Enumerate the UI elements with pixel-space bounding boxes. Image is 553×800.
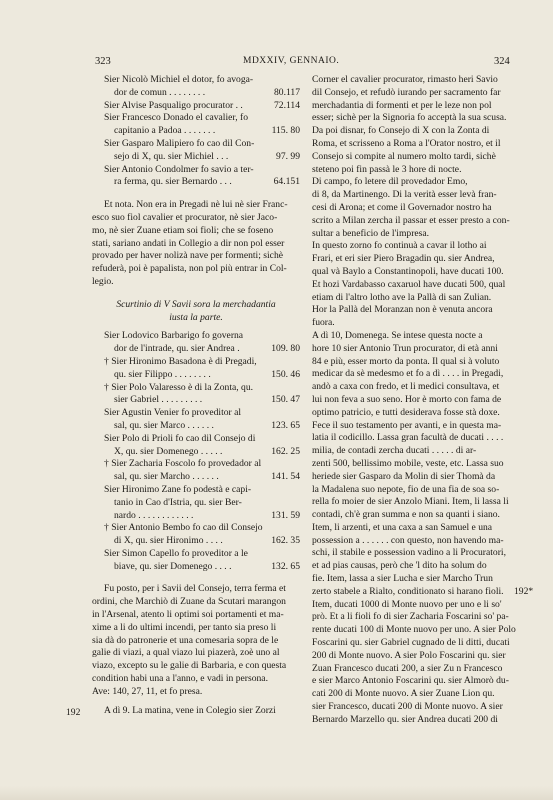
text-line: di 8, da Martinengo. Di la verità esser levà fran- xyxy=(312,189,497,201)
vote-count: 80.117 xyxy=(273,86,300,98)
entry-text: † Sier Antonio Bembo fo cao dil Consejo xyxy=(104,522,263,534)
text-line: 200 di Monte nuovo. A sier Polo Foscarini qu. sier xyxy=(312,649,506,661)
text-line: In questo zorno fo continuà a cavar il lotho ai xyxy=(312,240,487,252)
entry-text: Sier Francesco Donado el cavalier, fo xyxy=(104,112,248,124)
entry-text: ra ferma, qu. sier Bernardo . . . xyxy=(114,176,232,188)
entry-line xyxy=(92,394,300,407)
entry-text: Sier Agustin Venier fo proveditor al xyxy=(104,407,242,419)
text-line: fuora. xyxy=(312,317,335,329)
vote-count: 132. 65 xyxy=(271,560,300,572)
entry-text: di X, qu. sier Hironimo . . . . xyxy=(114,535,223,547)
entry-line xyxy=(92,548,300,561)
ledger-entry xyxy=(92,433,300,459)
entry-line xyxy=(92,382,300,395)
vote-count: 150. 47 xyxy=(271,394,300,406)
text-line: la Madalena suo nepote, fio de una fia de soa so- xyxy=(312,483,500,495)
entry-line xyxy=(92,100,300,113)
vote-count: 97. 99 xyxy=(276,150,300,162)
entry-text: dor de l'intrade, qu. sier Andrea . xyxy=(114,343,240,355)
paragraph-line: Et nota. Non era in Pregadi nè lui nè sier Franc- xyxy=(104,199,288,211)
entry-line xyxy=(92,510,300,523)
text-line: Zuan Francesco ducati 200, a sier Zu n Francesco xyxy=(312,662,503,674)
text-line: Foscarini qu. sier Gabriel cugnado de li ditti, ducati xyxy=(312,637,510,649)
text-line: Hor la Pallà del Moranzan non è venuta ancora xyxy=(312,304,493,316)
text-line: Di campo, fo letere dil provedador Emo, xyxy=(312,176,468,188)
entry-text: † Sier Polo Valaresso è di la Zonta, qu. xyxy=(104,381,254,393)
entry-line xyxy=(92,112,300,125)
entry-text: capitanio a Padoa . . . . . . . xyxy=(114,125,216,137)
entry-line xyxy=(92,535,300,548)
text-line: Item, ducati 1000 di Monte nuovo per uno e li so' xyxy=(312,598,502,610)
paragraph-line: in l'Arsenal, atento li optimi soi portamenti et ma- xyxy=(92,609,284,621)
spacer xyxy=(92,573,300,583)
ledger-entry xyxy=(92,74,300,100)
text-line: steteno poi fin passà le 3 hore di nocte. xyxy=(312,163,462,175)
page-edge-shadow xyxy=(0,786,553,800)
vote-count: 141. 54 xyxy=(271,471,300,483)
text-line: zenti 500, bellissimo mobile, veste, etc. Lassa suo xyxy=(312,457,504,469)
entry-line xyxy=(92,151,300,164)
text-line: Roma, et scrisseno a Roma a l'Orator nostro, et il xyxy=(312,137,501,149)
ledger-entry xyxy=(92,484,300,522)
section-title: Scurtinio di V Savii sora la merchadantia xyxy=(116,298,276,310)
text-line: esser; sichè per la Signoria fo acceptà la sua scusa. xyxy=(312,112,507,124)
section-title: iusta la parte. xyxy=(169,311,223,323)
vote-count: 72.114 xyxy=(273,99,300,111)
paragraph-line: legio. xyxy=(92,275,114,287)
entry-text: Sier Polo di Prioli fo cao dil Consejo di xyxy=(104,432,256,444)
paragraph-line: xime a li do ultimi incendi, per tanto sia preso li xyxy=(92,621,277,633)
entry-text: nardo . . . . . . . . . . . . xyxy=(114,509,194,521)
text-line: Consejo si compite al numero molto tardi, sichè xyxy=(312,150,496,162)
entry-text: dor de comun . . . . . . . . xyxy=(114,86,206,98)
entry-text: X, qu. sier Domenego . . . . . xyxy=(114,445,223,457)
entry-text: Sier Alvise Pasqualigo procurator . . xyxy=(104,99,243,111)
text-line: milia, de contadi zercha ducati . . . . . di ar- xyxy=(312,445,477,457)
running-title: MDXXIV, GENNAIO. xyxy=(243,56,340,66)
paragraph-line: mo, nè sier Zuane etiam soi fioli; che se foseno xyxy=(92,224,274,236)
entry-text: sal, qu. sier Marcho . . . . . . xyxy=(114,471,219,483)
entry-line xyxy=(92,522,300,535)
text-line: cesi di Arona; et come il Governador nostro ha xyxy=(312,201,492,213)
entry-text: Sier Hironimo Zane fo podestà e capi- xyxy=(104,483,252,495)
entry-text: Sier Antonio Condolmer fo savio a ter- xyxy=(104,163,254,175)
entry-line xyxy=(92,164,300,177)
entry-text: tanio in Cao d'Istria, qu. sier Ber- xyxy=(114,496,242,508)
text-line: rella fo moier de sier Anzolo Miani. Item, li lassa li xyxy=(312,496,509,508)
ledger-entry xyxy=(92,522,300,548)
paragraph-line: provado per haver nolizà nave per formenti; sichè xyxy=(92,250,283,262)
text-line: cati 200 di Monte nuovo. A sier Zuane Lion qu. xyxy=(312,688,495,700)
text-line: Et hozi Vardabasso caxaruol have ducati 500, qual xyxy=(312,278,506,290)
text-line: optimo patricio, e tutti desiderava fosse stà doxe. xyxy=(312,406,500,418)
vote-count: 123. 65 xyxy=(271,419,300,431)
text-line: e sier Marco Antonio Foscarini qu. sier Almorò du- xyxy=(312,675,509,687)
vote-count: 115. 80 xyxy=(271,125,300,137)
entry-text: sal, qu. sier Marco . . . . . . xyxy=(114,419,214,431)
right-page-number: 324 xyxy=(494,56,510,67)
text-line: qual và Baylo a Constantinopoli, have ducati 100. xyxy=(312,265,504,277)
vote-count: 131. 59 xyxy=(271,509,300,521)
entry-line xyxy=(92,433,300,446)
text-line: Bernardo Marzello qu. sier Andrea ducati 200 di xyxy=(312,713,498,725)
text-line: fie. Item, lassa a sier Lucha e sier Marcho Trun xyxy=(312,573,493,585)
text-line: 84 e più, esser morto da ponta. Il qual si à voluto xyxy=(312,355,500,367)
entry-text: † Sier Zacharia Foscolo fo provedador al xyxy=(104,458,262,470)
entry-text: Sier Simon Capello fo proveditor a le xyxy=(104,547,248,559)
paragraph-line: galie di viazi, a qual viazo lui piazerà, zoè uno al xyxy=(92,647,280,659)
ledger-entry xyxy=(92,138,300,164)
entry-line xyxy=(92,343,300,356)
entry-line xyxy=(92,561,300,574)
ledger-entry xyxy=(92,548,300,574)
ledger-entry xyxy=(92,164,300,190)
vote-count: 64.151 xyxy=(273,176,300,188)
text-line: etiam di l'altro lotho ave la Pallà di san Zulian. xyxy=(312,291,492,303)
paragraph-line: condition habi una a l'anno, e vadi in persona. xyxy=(92,673,268,685)
spacer xyxy=(92,289,300,299)
text-line: scrito a Milan zercha il passar et esser presto a con- xyxy=(312,214,510,226)
entry-text: sier Gabriel . . . . . . . . . xyxy=(114,394,203,406)
text-line: medicar da sè medesmo et fo a dì . . . . in Pregadi, xyxy=(312,368,504,380)
text-line: sier Francesco, ducati 200 di Monte nuovo. A sier xyxy=(312,701,503,713)
text-line: Frari, et eri sier Piero Bragadin qu. sier Andrea, xyxy=(312,253,495,265)
entry-text: Sier Nicolò Michiel el dotor, fo avoga- xyxy=(104,74,254,85)
paragraph-line: viazo, excepto su le galie di Barbaria, e con questa xyxy=(92,660,287,672)
entry-line xyxy=(92,484,300,497)
left-column xyxy=(92,74,300,717)
entry-text: sejo di X, qu. sier Michiel . . . xyxy=(114,150,229,162)
entry-text: qu. sier Filippo . . . . . . . . xyxy=(114,368,211,380)
left-page-number: 323 xyxy=(95,56,111,67)
text-line: A dì 10, Domenega. Se intese questa nocte a xyxy=(312,329,483,341)
text-line: andò a caxa con fredo, et li medici consultava, et xyxy=(312,381,500,393)
entry-line xyxy=(92,125,300,138)
text-line: schi, il stabile e possession vadino a li Procuratori, xyxy=(312,547,506,559)
ledger-entry xyxy=(92,382,300,408)
text-line: Fece il suo testamento per avanti, e in questa ma- xyxy=(312,419,502,431)
ledger-entry xyxy=(92,100,300,113)
entry-text: Sier Gasparo Malipiero fo cao dil Con- xyxy=(104,137,255,149)
entry-line xyxy=(92,446,300,459)
vote-count: 162. 25 xyxy=(271,445,300,457)
text-line: latia il codicillo. Lassa gran facultà de ducati . . . . xyxy=(312,432,504,444)
entry-line xyxy=(92,407,300,420)
text-line: possession a . . . . . . con questo, non havendo ma- xyxy=(312,534,504,546)
ledger-entry xyxy=(92,407,300,433)
entry-text: biave, qu. sier Domenego . . . . xyxy=(114,560,232,572)
entry-line xyxy=(92,497,300,510)
paragraph-line: refuderà, poi è papalista, non pol più entrar in Col- xyxy=(92,263,287,275)
ledger-entry xyxy=(92,112,300,138)
left-margin-note: 192 xyxy=(66,707,81,718)
last-line: A dì 9. La matina, vene in Colegio sier Zorzi xyxy=(104,704,276,716)
paragraph-line: esco suo fiol cavalier et procurator, nè sier Jaco- xyxy=(92,211,278,223)
ledger-entry xyxy=(92,458,300,484)
right-column xyxy=(312,74,520,727)
entry-line xyxy=(92,74,300,87)
paragraph-line: stati, sariano andati in Collegio a dir non pol esser xyxy=(92,237,285,249)
ledger-entry xyxy=(92,356,300,382)
text-line: hore 10 sier Antonio Trun procurator, di età anni xyxy=(312,342,498,354)
text-line: Corner el cavalier procurator, rimasto heri Savio xyxy=(312,74,498,85)
paragraph-line: Fu posto, per i Savii del Consejo, terra ferma et xyxy=(104,583,286,595)
text-line: Item, li arzenti, et una caxa a san Samuel e una xyxy=(312,521,493,533)
text-line: Da poi disnar, fo Consejo di X con la Zonta di xyxy=(312,125,490,137)
text-line: et ad pias causas, però che 'l dito ha solum do xyxy=(312,560,487,572)
vote-count: 109. 80 xyxy=(271,343,300,355)
vote-count: 162. 35 xyxy=(271,535,300,547)
right-margin-note: 192* xyxy=(514,586,534,597)
text-line: merchadantia di formenti et per le leze non pol xyxy=(312,99,492,111)
entry-line xyxy=(92,369,300,382)
text-line: prò. Et a li fioli fo di sier Zacharia Foscarini so' pa- xyxy=(312,611,509,623)
paragraph-line: ordini, che Marchiò di Zuane da Scutari marangon xyxy=(92,596,286,608)
spacer xyxy=(92,189,300,199)
text-line: lui non feva a suo seno. Hor è morto con fama de xyxy=(312,393,502,405)
entry-line xyxy=(92,356,300,369)
entry-line xyxy=(92,330,300,343)
entry-line xyxy=(92,420,300,433)
entry-line xyxy=(92,458,300,471)
paragraph-line: sia dà do patronerie et una comesaria sopra de le xyxy=(92,634,279,646)
text-line: contadi, ch'è gran summa e non sa quanti i siano. xyxy=(312,509,500,521)
text-line: zerto stabele a Rialto, conditionato si harano fioli. xyxy=(312,585,504,597)
entry-line xyxy=(92,176,300,189)
text-line: sultar a beneficio de l'impresa. xyxy=(312,227,430,239)
vote-count: 150. 46 xyxy=(271,368,300,380)
text-line: heriede sier Gasparo da Molin di sier Thomà da xyxy=(312,470,496,482)
text-line: rente ducati 100 di Monte nuovo per uno. A sier Polo xyxy=(312,624,516,636)
text-line: dil Consejo, et refudò iurando per sacramento far xyxy=(312,86,501,98)
entry-line xyxy=(92,471,300,484)
paragraph-line: Ave: 140, 27, 11, et fo presa. xyxy=(92,685,203,697)
ledger-entry xyxy=(92,330,300,356)
entry-line xyxy=(92,87,300,100)
entry-line xyxy=(92,138,300,151)
entry-text: † Sier Hironimo Basadona è di Pregadi, xyxy=(104,355,257,367)
entry-text: Sier Lodovico Barbarigo fo governa xyxy=(104,330,244,342)
